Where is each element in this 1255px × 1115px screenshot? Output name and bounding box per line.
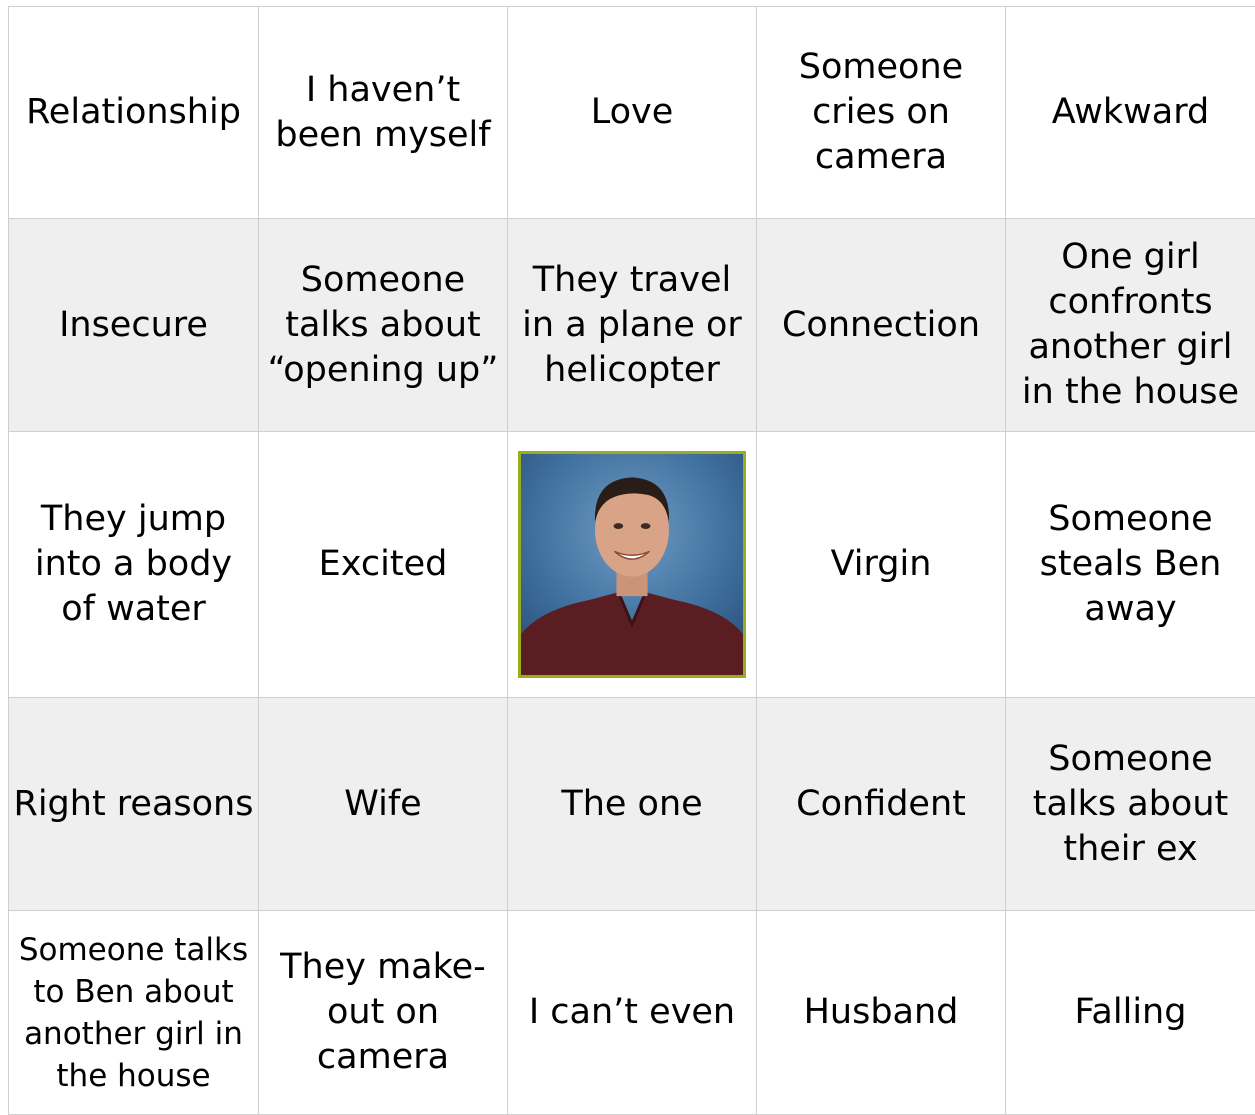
square-label: The one bbox=[561, 784, 702, 824]
square-label: Connection bbox=[782, 305, 980, 345]
square-label: Right reasons bbox=[14, 784, 254, 824]
square-i-havent-been-myself[interactable] bbox=[259, 7, 508, 219]
portrait-photo-icon bbox=[518, 451, 746, 678]
board-row-1 bbox=[9, 7, 1255, 219]
square-falling[interactable] bbox=[1006, 911, 1255, 1115]
square-free-space-photo[interactable] bbox=[508, 432, 757, 698]
square-label: I haven’t been myself bbox=[275, 70, 490, 155]
square-talks-to-ben-about-girl[interactable] bbox=[9, 911, 259, 1115]
square-talks-about-ex[interactable] bbox=[1006, 698, 1255, 911]
board-row-3 bbox=[9, 432, 1255, 698]
square-someone-cries-on-camera[interactable] bbox=[757, 7, 1006, 219]
square-awkward[interactable] bbox=[1006, 7, 1255, 219]
square-label: Someone steals Ben away bbox=[1040, 499, 1222, 629]
square-excited[interactable] bbox=[259, 432, 508, 698]
square-virgin[interactable] bbox=[757, 432, 1006, 698]
square-confident[interactable] bbox=[757, 698, 1006, 911]
square-label: Falling bbox=[1075, 992, 1187, 1032]
square-girl-confronts-girl[interactable] bbox=[1006, 219, 1255, 432]
square-label: Excited bbox=[319, 544, 448, 584]
square-label: Relationship bbox=[26, 92, 241, 132]
square-label: They make-out on camera bbox=[280, 947, 486, 1077]
square-husband[interactable] bbox=[757, 911, 1006, 1115]
square-label: Someone talks about their ex bbox=[1033, 739, 1229, 869]
square-label: Confident bbox=[796, 784, 966, 824]
square-opening-up[interactable] bbox=[259, 219, 508, 432]
board-row-5 bbox=[9, 911, 1255, 1115]
board-row-2 bbox=[9, 219, 1255, 432]
square-plane-or-helicopter[interactable] bbox=[508, 219, 757, 432]
square-make-out-on-camera[interactable] bbox=[259, 911, 508, 1115]
square-relationship[interactable] bbox=[9, 7, 259, 219]
bingo-board bbox=[8, 6, 1255, 1115]
square-wife[interactable] bbox=[259, 698, 508, 911]
square-label: Someone cries on camera bbox=[799, 47, 963, 177]
square-connection[interactable] bbox=[757, 219, 1006, 432]
square-label: They travel in a plane or helicopter bbox=[522, 260, 742, 390]
square-label: Awkward bbox=[1052, 92, 1209, 132]
square-love[interactable] bbox=[508, 7, 757, 219]
square-label: Someone talks about “opening up” bbox=[268, 260, 499, 390]
square-right-reasons[interactable] bbox=[9, 698, 259, 911]
square-label: One girl confronts another girl in the house bbox=[1022, 237, 1239, 412]
square-label: Insecure bbox=[59, 305, 208, 345]
square-the-one[interactable] bbox=[508, 698, 757, 911]
square-i-cant-even[interactable] bbox=[508, 911, 757, 1115]
board-row-4 bbox=[9, 698, 1255, 911]
square-label: Wife bbox=[344, 784, 421, 824]
square-steals-ben-away[interactable] bbox=[1006, 432, 1255, 698]
square-insecure[interactable] bbox=[9, 219, 259, 432]
square-label: Husband bbox=[804, 992, 959, 1032]
square-label: Someone talks to Ben about another girl in the house bbox=[19, 932, 248, 1094]
square-label: Virgin bbox=[831, 544, 932, 584]
square-label: They jump into a body of water bbox=[35, 499, 232, 629]
square-label: Love bbox=[591, 92, 674, 132]
square-label: I can’t even bbox=[529, 992, 735, 1032]
square-jump-into-water[interactable] bbox=[9, 432, 259, 698]
